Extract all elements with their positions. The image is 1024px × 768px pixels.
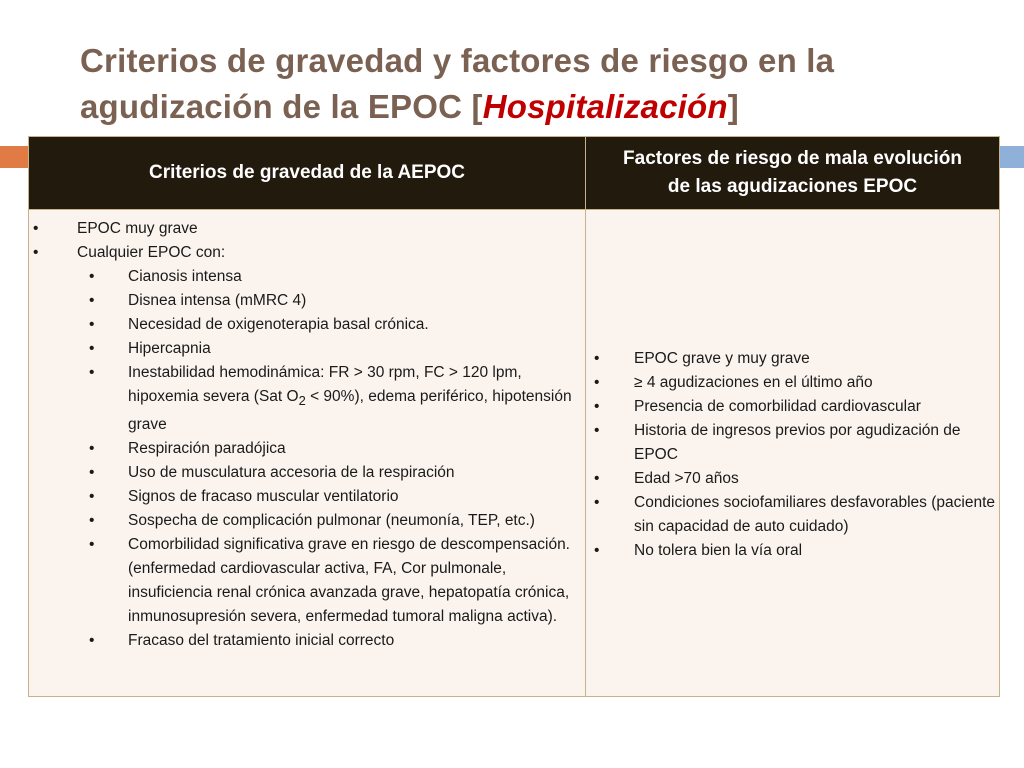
list-item: • Cianosis intensa xyxy=(29,265,585,289)
list-item: • Historia de ingresos previos por agudización de EPOC xyxy=(586,419,999,467)
list-item: • Edad >70 años xyxy=(586,467,999,491)
severity-sublist xyxy=(29,265,585,653)
list-item: • Hipercapnia xyxy=(29,337,585,361)
severity-criteria-cell xyxy=(29,217,585,653)
list-item: • EPOC grave y muy grave xyxy=(586,347,999,371)
title-line-2-prefix: agudización de la EPOC [ xyxy=(80,88,483,125)
list-item: • Comorbilidad significativa grave en riesgo de descompensación. (enfermedad cardiovascular activa, FA, Cor pulmonale, insuficiencia renal crónica avanzada grave, hepatopatía crónica, inmunosupresión severa, enfermedad tumoral maligna activa). xyxy=(29,533,585,629)
list-item: • No tolera bien la vía oral xyxy=(586,539,999,563)
list-item-hemodynamic: • Inestabilidad hemodinámica: FR > 30 rpm, FC > 120 lpm, hipoxemia severa (Sat $O_2 < 90\%$), edema periférico, hipotensión grave xyxy=(29,361,585,437)
title-line-1: Criterios de gravedad y factores de riesgo en la xyxy=(80,42,835,79)
accent-bar-right xyxy=(1000,146,1024,168)
list-item: • EPOC muy grave xyxy=(29,217,585,241)
severity-list xyxy=(29,217,585,265)
list-item: • Cualquier EPOC con: xyxy=(29,241,585,265)
list-item: • ≥ 4 agudizaciones en el último año xyxy=(586,371,999,395)
title-highlight: Hospitalización xyxy=(482,88,728,125)
header-risk-factors-line-1: Factores de riesgo de mala evolución xyxy=(623,148,962,169)
title-line-2-suffix: ] xyxy=(727,88,739,125)
header-severity-criteria: Criterios de gravedad de la AEPOC xyxy=(148,162,466,183)
list-item: • Respiración paradójica xyxy=(29,437,585,461)
list-item: • Condiciones sociofamiliares desfavorables (paciente sin capacidad de auto cuidado) xyxy=(586,491,999,539)
accent-bar-left xyxy=(0,146,28,168)
risk-factors-list xyxy=(586,347,999,563)
header-divider xyxy=(29,209,999,210)
table-header xyxy=(29,137,999,209)
list-item: • Necesidad de oxigenoterapia basal crónica. xyxy=(29,313,585,337)
header-risk-factors xyxy=(586,137,999,209)
list-item: • Signos de fracaso muscular ventilatorio xyxy=(29,485,585,509)
slide-title xyxy=(80,38,980,130)
list-item: • Sospecha de complicación pulmonar (neumonía, TEP, etc.) xyxy=(29,509,585,533)
list-item: • Disnea intensa (mMRC 4) xyxy=(29,289,585,313)
criteria-table xyxy=(28,136,1000,697)
list-item: • Uso de musculatura accesoria de la respiración xyxy=(29,461,585,485)
risk-factors-cell xyxy=(586,347,999,563)
list-item: • Fracaso del tratamiento inicial correcto xyxy=(29,629,585,653)
header-risk-factors-line-2: de las agudizaciones EPOC xyxy=(667,176,918,197)
list-item: • Presencia de comorbilidad cardiovascular xyxy=(586,395,999,419)
